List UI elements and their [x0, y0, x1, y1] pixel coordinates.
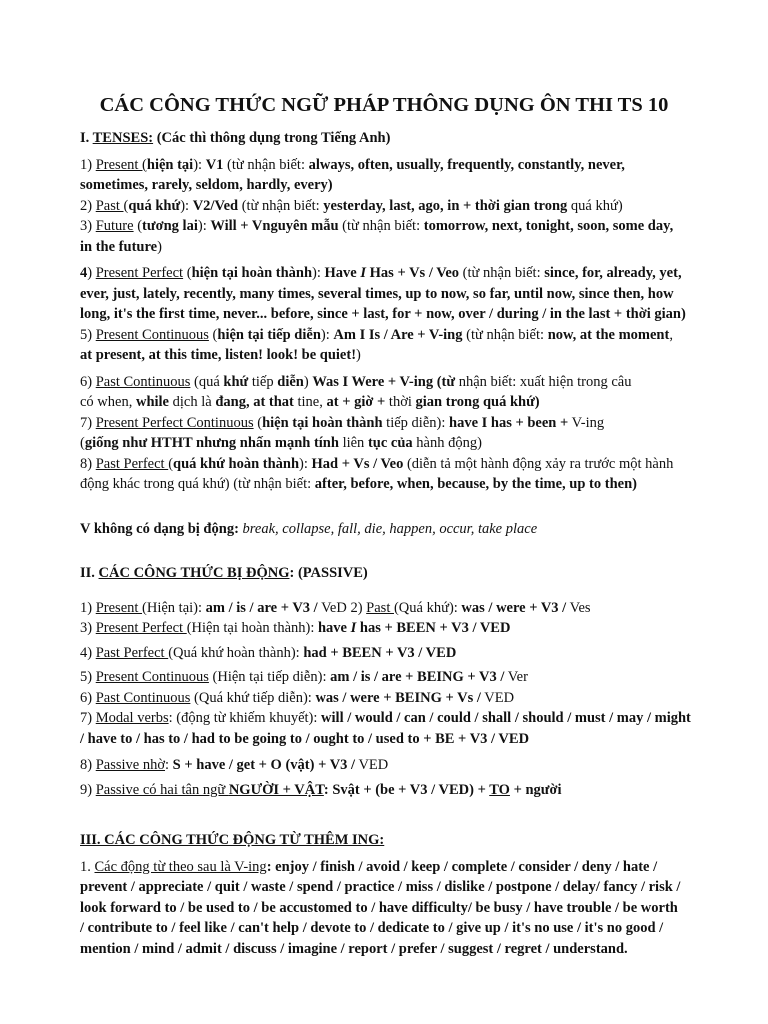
text-line	[80, 454, 708, 475]
text-run: was / were + BEING + Vs /	[315, 689, 481, 706]
text-run: tục của	[367, 435, 413, 451]
section1-title: TENSES:	[92, 130, 154, 146]
text-run: 7)	[80, 414, 96, 431]
text-run: thời	[385, 394, 416, 410]
text-run: (diễn tả một hành động xảy ra trước một hành	[403, 455, 674, 472]
text-run: now, at the moment	[547, 326, 670, 343]
text-line	[80, 780, 708, 801]
text-run: : enjoy / finish / avoid / keep / complete / consider / deny / hate /	[266, 858, 658, 875]
text-run: (Quá khứ tiếp diễn):	[190, 689, 316, 706]
text-run: Past	[95, 197, 124, 214]
passive-note-text: break, collapse, fall, die, happen, occur, take place	[238, 520, 538, 537]
text-line	[80, 877, 708, 898]
text-run: (từ nhận biết:	[238, 197, 324, 214]
text-run: Present Perfect	[95, 265, 184, 281]
text-run: Past Continuous	[95, 373, 191, 390]
text-run: Will + Vnguyên mẫu	[210, 218, 339, 234]
text-run: V2/Ved	[192, 197, 239, 214]
text-run: hiện tại hoàn thành	[262, 414, 383, 431]
text-run: I	[350, 620, 357, 636]
text-run: long, it's the first time, never... before, since + last, for + now, over / during / in the last + thời gian)	[80, 306, 686, 322]
text-run: Passive nhờ	[95, 757, 166, 773]
text-run: ):	[320, 326, 334, 343]
text-run: Past Perfect	[95, 455, 169, 472]
text-run: 4	[80, 265, 88, 281]
text-run: (	[80, 435, 85, 451]
section1-body	[80, 155, 708, 495]
text-run: VED	[480, 689, 515, 706]
text-line	[80, 392, 708, 413]
text-run: was / were + V3 /	[461, 599, 567, 616]
text-run: while	[135, 394, 169, 410]
text-run: will / would / can / could / shall / should / must / may / might	[321, 710, 691, 726]
text-run: quá khứ	[128, 197, 181, 214]
text-run: Am I Is / Are + V-ing	[333, 326, 463, 343]
section2-title: CÁC CÔNG THỨC BỊ ĐỘNG	[98, 565, 290, 581]
text-run: Past	[366, 599, 394, 616]
text-run: 8)	[80, 455, 96, 472]
text-run: have	[317, 620, 351, 636]
text-line	[80, 474, 708, 495]
text-line	[80, 918, 708, 939]
text-run: )	[356, 347, 361, 363]
text-line	[80, 643, 708, 664]
text-run: ,	[669, 326, 673, 343]
text-run: Present	[95, 599, 143, 616]
text-run: (	[123, 197, 129, 214]
text-run: 9)	[80, 781, 96, 798]
text-line	[80, 304, 708, 325]
text-line	[80, 175, 708, 196]
text-run: 5)	[80, 326, 96, 343]
section3-heading: III. CÁC CÔNG THỨC ĐỘNG TỪ THÊM ING:	[80, 832, 385, 848]
text-line	[80, 939, 708, 960]
text-line	[80, 413, 708, 434]
text-run: am / is / are + V3 /	[205, 599, 318, 616]
text-run: V-ing	[568, 414, 605, 431]
text-run: VED	[355, 757, 389, 773]
text-run: gian trong quá khứ)	[415, 394, 540, 410]
text-run: 3)	[80, 620, 96, 636]
text-line	[80, 155, 708, 176]
text-run: 4)	[80, 644, 96, 661]
text-run: hiện tại hoàn thành	[191, 265, 313, 281]
text-run: (	[253, 414, 263, 431]
text-run: (từ nhận biết:	[459, 265, 545, 281]
text-run: Have	[324, 265, 361, 281]
text-line	[80, 325, 708, 346]
passive-note	[80, 519, 708, 540]
text-run: : (động từ khiếm khuyết):	[168, 710, 322, 726]
text-run: hành động)	[412, 435, 482, 451]
text-line	[80, 667, 708, 688]
text-run: ):	[180, 197, 193, 214]
text-run: prevent / appreciate / quit / waste / spend / practice / miss / dislike / postpone / delay/ fancy / risk /	[80, 879, 681, 895]
text-run: hiện tại tiếp diễn	[217, 326, 321, 343]
text-run: quá khứ hoàn thành	[173, 455, 300, 472]
text-run: )	[87, 265, 96, 281]
text-line	[80, 284, 708, 305]
section2-heading	[80, 563, 708, 584]
text-run: am / is / are + BEING + V3 /	[330, 669, 505, 685]
text-run: VeD 2)	[317, 599, 367, 616]
text-run: (	[208, 326, 218, 343]
text-run: Modal verbs	[95, 710, 169, 726]
text-run: 1.	[80, 858, 95, 875]
text-run: / have to / has to / had to be going to / ought to / used to + BE + V3 / VED	[80, 730, 530, 747]
text-line	[80, 708, 708, 729]
text-run: sometimes, rarely, seldom, hardly, every)	[80, 177, 333, 193]
text-run: 8)	[80, 757, 96, 773]
text-run: have I has + been +	[449, 414, 569, 431]
text-run: Past Perfect	[95, 644, 169, 661]
text-run: (quá	[190, 373, 224, 390]
text-run: động khác trong quá khứ) (từ nhận biết:	[80, 476, 315, 492]
text-run: Present Perfect	[95, 620, 187, 636]
section3-body	[80, 857, 708, 960]
text-run: (từ nhận biết:	[223, 156, 309, 173]
text-run: người	[525, 781, 562, 798]
text-run: yesterday, last, ago, in + thời gian trong	[323, 197, 568, 214]
text-run: 1)	[80, 156, 96, 173]
text-run: nhận biết: xuất hiện trong câu	[455, 373, 632, 390]
text-run: 6)	[80, 373, 96, 390]
text-run: hiện tại	[146, 156, 194, 173]
text-run: ):	[193, 156, 206, 173]
section1-heading	[80, 128, 708, 149]
text-run: V1	[205, 156, 224, 173]
text-run: có when,	[80, 394, 136, 410]
text-run: 5)	[80, 669, 96, 685]
text-run: Past Continuous	[95, 689, 191, 706]
text-run: (Hiện tại tiếp diễn):	[208, 669, 331, 685]
text-run: mention / mind / admit / discuss / imagine / report / prefer / suggest / regret / understand.	[80, 940, 628, 957]
section2-body	[80, 598, 708, 801]
text-run: diễn	[277, 373, 304, 390]
text-line	[80, 688, 708, 709]
text-run: had + BEEN + V3 / VED	[303, 644, 457, 661]
text-line	[80, 345, 708, 366]
text-run: tine,	[293, 394, 327, 410]
text-run: Was I Were + V-ing (từ	[312, 373, 456, 390]
text-run: Ver	[504, 669, 528, 685]
text-run: always, often, usually, frequently, constantly, never,	[308, 156, 625, 173]
text-run: +	[509, 781, 526, 798]
text-run: tiếp	[248, 373, 278, 390]
text-run: at present, at this time, listen! look! be quiet!	[80, 347, 357, 363]
text-run: )	[157, 238, 162, 255]
text-run: Các động từ theo sau là V-ing	[94, 858, 267, 875]
text-run: (Quá khứ hoàn thành):	[168, 644, 304, 661]
text-line	[80, 598, 708, 619]
text-run: Has + Vs / Veo	[366, 265, 460, 281]
text-run: Present	[95, 156, 143, 173]
text-run: / contribute to / feel like / can't help / devote to / dedicate to / give up / it's no use / it's no good /	[80, 920, 664, 936]
section2-number: II.	[80, 565, 99, 581]
text-run: (Quá khứ):	[393, 599, 462, 616]
text-run: ):	[197, 218, 211, 234]
text-run: (từ nhận biết:	[338, 218, 424, 234]
text-run: NGƯỜI + VẬT	[228, 781, 324, 798]
text-line	[80, 857, 708, 878]
text-run: 7)	[80, 710, 96, 726]
text-line	[80, 216, 708, 237]
text-run: tiếp diễn):	[382, 414, 449, 431]
text-run: liên	[338, 435, 368, 451]
text-run: since, for, already, yet,	[544, 265, 682, 281]
text-run: khứ	[223, 373, 249, 390]
text-line	[80, 898, 708, 919]
text-run: giống như HTHT nhưng nhấn mạnh tính	[84, 435, 339, 451]
text-run: Present Continuous	[95, 326, 209, 343]
section1-number: I.	[80, 130, 93, 146]
text-run: (từ nhận biết:	[462, 326, 548, 343]
text-run: at + giờ +	[326, 394, 386, 410]
text-run: (	[133, 218, 143, 234]
text-line	[80, 237, 708, 258]
text-line	[80, 196, 708, 217]
text-line	[80, 729, 708, 750]
text-run: ever, just, lately, recently, many times, several times, up to now, so far, until now, since then, how	[80, 285, 674, 302]
text-run: )	[303, 373, 313, 390]
section2-subtitle: : (PASSIVE)	[289, 565, 368, 581]
text-line	[80, 372, 708, 393]
text-run: I	[360, 265, 367, 281]
text-run: 1)	[80, 599, 96, 616]
text-run: (	[168, 455, 174, 472]
text-line	[80, 618, 708, 639]
text-run: Future	[95, 218, 134, 234]
text-run: has + BEEN + V3 / VED	[356, 620, 511, 636]
text-run: 3)	[80, 218, 96, 234]
text-run: đang, at that	[215, 394, 294, 410]
section1-subtitle: (Các thì thông dụng trong Tiếng Anh)	[153, 130, 391, 146]
text-run: quá khứ)	[567, 197, 623, 214]
text-run: Passive có hai tân ngữ	[95, 781, 229, 798]
text-run: Ves	[566, 599, 591, 616]
text-line	[80, 263, 708, 284]
text-run: (Hiện tại hoàn thành):	[186, 620, 318, 636]
text-run: TO	[489, 781, 510, 798]
text-run: after, before, when, because, by the time, up to then)	[314, 476, 637, 492]
text-run: tương lai	[142, 218, 198, 234]
text-run: :	[165, 757, 173, 773]
text-run: in the future	[80, 238, 158, 255]
text-line	[80, 433, 708, 454]
text-run: (	[183, 265, 192, 281]
text-run: Present Perfect Continuous	[95, 414, 254, 431]
text-run: dịch là	[169, 394, 216, 410]
passive-note-label: V không có dạng bị động:	[80, 520, 239, 537]
text-run: :	[323, 781, 333, 798]
document-title: CÁC CÔNG THỨC NGỮ PHÁP THÔNG DỤNG ÔN THI TS 10	[99, 94, 669, 116]
text-run: (	[142, 156, 147, 173]
text-run: ):	[299, 455, 312, 472]
text-run: look forward to / be used to / be accustomed to / have difficulty/ be busy / have trouble / be worth	[80, 899, 678, 916]
text-run: Had + Vs / Veo	[311, 455, 404, 472]
text-run: ):	[312, 265, 325, 281]
text-run: 6)	[80, 689, 96, 706]
text-run: Svật + (be + V3 / VED) +	[332, 781, 490, 798]
text-line	[80, 755, 708, 776]
text-run: (Hiện tại):	[142, 599, 206, 616]
text-run: tomorrow, next, tonight, soon, some day,	[423, 218, 674, 234]
text-run: 2)	[80, 197, 96, 214]
text-run: S + have / get + O (vật) + V3 /	[172, 757, 356, 773]
text-run: Present Continuous	[95, 669, 209, 685]
